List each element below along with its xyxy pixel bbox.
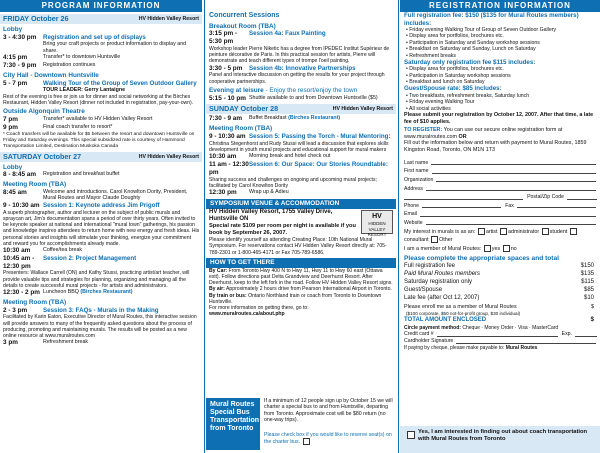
- hidden-valley-logo: HV HIDDEN VALLEY RESORT: [361, 210, 393, 234]
- venue-rate-details: Please identify yourself as attending Creating Place: 10th National Mural Symposium. For reservations contact HV Hidden Valley Resort directly at: 705-789-2301 or 1-800-465-4171 or Fax 705-789-6586.: [209, 237, 387, 256]
- payment-method-row: Circle payment method: Cheque · Money Order · Visa · MasterCard: [404, 324, 559, 331]
- sunday-meeting-room: Meeting Room (TBA): [209, 125, 273, 133]
- fee-row[interactable]: Late fee (after Oct 12, 2007) $10: [404, 295, 594, 302]
- event-time: 7:30 - 9 am: [209, 115, 243, 123]
- by-train-text: Ontario Northland train or coach from Toronto to Downtown Huntsville.: [209, 292, 382, 305]
- event-desc: Registration and breakfast buffet: [43, 171, 120, 178]
- member-label: I am a member of Mural Routes:: [404, 246, 482, 253]
- event-desc: Transfer* to downtown Huntsville: [43, 54, 121, 61]
- tour-leader: TOUR LEADER: Gerry Lantaigne: [43, 87, 126, 94]
- fee-row[interactable]: Guest/Spouse $85: [404, 287, 594, 294]
- other-checkbox[interactable]: [431, 236, 438, 243]
- friday-event-2: [0, 62, 202, 70]
- by-train-label: By train or bus:: [209, 292, 247, 299]
- friday-lobby-heading: Lobby: [3, 26, 23, 33]
- event-time: 12:30 - 2 pm: [3, 288, 40, 296]
- buffet-row: [206, 115, 396, 123]
- event-time: 9 - 10:30 am: [3, 201, 40, 209]
- by-air-label: By air:: [209, 286, 225, 293]
- bus-checkbox-label: Please check box if you would like to reserve seat(s) on the charter bus.: [264, 432, 392, 446]
- program-column-left: [0, 0, 202, 453]
- session-4a-desc: Workshop leader Pierre Niketic has a degree from IPEDEC Institut Supérieur de peinture décorative de Paris. In this practical session for artists, Pierre will demonstrate and teach different types of trompe l'oeil painting.: [209, 45, 390, 65]
- session-1-title: Session 1: Keynote address Jim Prigoff: [43, 201, 160, 209]
- event-time: 7:30 - 9 pm: [3, 62, 37, 70]
- bus-label-box: Mural Routes Special Bus Transportation from Toronto: [206, 398, 260, 450]
- event-desc: Transfer* available to HV Hidden Valley Resort: [43, 115, 153, 122]
- program-column-middle: [206, 0, 396, 453]
- refreshment-row: [0, 339, 202, 347]
- sunday-venue: HV Hidden Valley Resort: [332, 106, 393, 113]
- event-time: 7 pm: [3, 115, 18, 123]
- session-5-title: Session 5: Passing the Torch - Mural Mentoring:: [249, 133, 391, 141]
- event-time: 10:30 am: [209, 153, 237, 161]
- session-4a-title: Session 4a: Faux Painting: [249, 30, 326, 38]
- guest-fee-heading: Guest/Spouse rate: $85 includes:: [404, 85, 502, 93]
- event-time: 3:30 - 5 pm: [209, 64, 243, 72]
- list-item: • Breakfast and lunch on Saturday: [406, 79, 485, 86]
- how-to-get-there-bar: HOW TO GET THERE: [206, 258, 396, 268]
- friday-band: [0, 14, 202, 24]
- lunch-row: [0, 289, 202, 297]
- event-time: 4:15 pm: [3, 54, 28, 62]
- friday-title: FRIDAY October 26: [3, 14, 69, 23]
- venue-block: [206, 209, 396, 238]
- session-3-desc: Facilitated by Karin Eaton, Executive Director of Mural Routes, this interactive session will provide answers to many of the frequently asked questions about the process of producing, promoting and maintaining murals. The results will be posted as a new online resource at www.muralroutes.com: [3, 314, 197, 339]
- interest-row: My interest in murals is as an: artist administrator student consultant Other: [400, 228, 600, 243]
- charter-bus-checkbox[interactable]: [303, 438, 310, 445]
- friday-venue: HV Hidden Valley Resort: [138, 16, 199, 22]
- lunch-place: (Birches Restaurant): [80, 288, 133, 295]
- signature-field[interactable]: Cardholder Signature: [400, 338, 600, 345]
- event-desc: Final coach transfer to resort*: [43, 123, 113, 130]
- buffet-place: (Birches Restaurant): [288, 115, 341, 122]
- artist-checkbox[interactable]: [478, 228, 485, 235]
- event-time: 5 - 7 pm: [3, 79, 28, 87]
- credit-card-field[interactable]: Credit card # Exp.: [400, 331, 600, 338]
- payment-visa[interactable]: Visa: [517, 324, 528, 331]
- event-time: 5:15 - 10 pm: [209, 94, 246, 102]
- session-5-desc: Christina Stegenhorst and Rudy Stussi will lead a discussion that explores skills development in youth mural projects and educational support for mural makers: [209, 140, 389, 154]
- morning-break-row: [206, 153, 396, 161]
- directions-link[interactable]: www.muralroutes.ca/about.php: [209, 311, 285, 318]
- cheque-note: If paying by cheque, please make payable to:: [404, 344, 505, 351]
- event-time: 12:30 pm: [209, 189, 237, 197]
- event-time: 10:30 am: [3, 246, 31, 254]
- more-info: For more information on getting there, go to:: [209, 304, 309, 311]
- wrap-up-row: [206, 189, 396, 197]
- evening-note: Rest of the evening is free or join us for dinner and social networking at the Birches Restaurant, Hidden Valley Resort (dinner not included in registration, pay-your-own).: [3, 93, 194, 106]
- saturday-fee-heading: Saturday only registration fee $115 includes:: [404, 58, 536, 66]
- friday-event-0: [0, 34, 202, 54]
- saturday-title: SATURDAY October 27: [3, 151, 82, 161]
- consultant-checkbox[interactable]: [570, 228, 577, 235]
- last-name-field[interactable]: Last name: [400, 158, 600, 167]
- fees-heading: Please complete the appropriate spaces and total: [404, 254, 560, 262]
- event-time: 3:15 pm - 5:30 pm: [209, 30, 238, 46]
- fee-table: [400, 263, 600, 325]
- sunday-title: SUNDAY October 28: [209, 104, 279, 114]
- event-time: 9 pm: [3, 123, 18, 131]
- session-1-row: [0, 202, 202, 210]
- fee-row[interactable]: Paid Mural Routes members $135: [404, 271, 594, 278]
- phone-input[interactable]: [422, 207, 501, 208]
- event-desc: Wrap up & Adieu: [249, 189, 289, 196]
- column-divider: [204, 0, 205, 453]
- list-item: • All social activities: [406, 105, 451, 112]
- column-divider: [398, 0, 399, 453]
- saturday-meeting-room-2: Meeting Room (TBA): [3, 298, 67, 306]
- event-time: 8 - 8:45 am: [3, 171, 37, 179]
- bus-text: If a minimum of 12 people sign up by October 15 we will charter a special bus to and from Huntsville, departing from Toronto. Approximate cost will be $80 return (no one-way trips).: [264, 398, 393, 424]
- saturday-meeting-room: Meeting Room (TBA): [3, 181, 67, 189]
- event-title: Registration and set up of displays: [43, 33, 146, 41]
- session-5-row: [206, 133, 396, 141]
- session-3-title: Session 3: FAQs - Murals in the Making: [43, 306, 159, 314]
- administrator-checkbox[interactable]: [500, 228, 507, 235]
- fax-input[interactable]: [517, 207, 596, 208]
- postal-code-field[interactable]: Postal/Zip Code: [400, 192, 600, 201]
- registration-information-header: REGISTRATION INFORMATION: [400, 0, 600, 12]
- session-6-title: Session 6: Our Space: Our Stories Roundtable:: [249, 161, 388, 169]
- fee-row[interactable]: Please enroll me as a member of Mural Routes $: [404, 303, 594, 310]
- coach-interest-text: Yes, I am interested in finding out about coach transportation with Mural Routes from Toronto: [418, 429, 588, 443]
- mail-instructions: Fill out the information below and return with payment to Mural Routes, 1859 Kingston Road, Toronto, ON M1N 1T3: [404, 140, 587, 153]
- payment-label: Circle payment method:: [404, 324, 461, 331]
- event-desc: Shuttle available to and from Downtown Huntsville ($5): [249, 94, 378, 101]
- to-register-label: TO REGISTER:: [404, 127, 443, 134]
- payment-money-order[interactable]: Money Order: [484, 324, 514, 331]
- payment-cheque[interactable]: Cheque: [462, 324, 480, 331]
- contact-form: [400, 158, 600, 253]
- by-car-text: From Toronto Hwy 400 N to Hwy 11, Hwy 11 to Hwy 60 east (Ottawa exit). Follow directions past Delta Grandview and Deerhurst Resort. After Deerhurst, keep to the left fork in the road. Follow HV Hidden Valley Resort signs.: [209, 267, 393, 287]
- event-desc: Welcome and introductions. Carol Knowlton Dority, President, Mural Routes and Mayor Claude Doughty: [43, 188, 188, 202]
- walking-tour-title: Walking Tour of the Group of Seven Outdoor Gallery: [43, 79, 197, 87]
- theatre-heading: Outside Algonquin Theatre: [3, 108, 85, 116]
- full-fee-list: [400, 27, 600, 59]
- fee-row[interactable]: Saturday registration only $115: [404, 279, 594, 286]
- event-time: 3 - 4:30 pm: [3, 33, 37, 41]
- interest-label: My interest in murals is as an:: [404, 229, 476, 236]
- phone-fax-row[interactable]: Phone Fax: [400, 201, 600, 210]
- event-time: 8:45 am: [3, 188, 27, 196]
- list-item: • Two breakfasts, refreshment breaks, Saturday lunch: [406, 93, 530, 99]
- buffet-desc: Buffet Breakfast: [249, 115, 287, 122]
- program-information-header: PROGRAM INFORMATION: [0, 0, 202, 12]
- welcome-row: [0, 189, 202, 202]
- walking-tour-row: [0, 80, 202, 94]
- list-item: • Participation in Saturday and Sunday workshop sessions: [406, 39, 540, 46]
- website-field[interactable]: Website: [400, 218, 600, 227]
- payee: Mural Routes: [505, 344, 538, 351]
- saturday-band: [0, 152, 202, 162]
- session-2-desc: Presenters: Wallace Carrell (ON) and Kathy Stussi, practicing artist/art teacher, will provide valuable tips and strategies for planning, organizing and managing all the details to create successful mural projects - for artists and administrators.: [3, 270, 190, 289]
- payment-mastercard[interactable]: MasterCard: [532, 324, 559, 331]
- shuttle-row: [206, 95, 396, 103]
- evening-leisure: Evening at leisure: [209, 86, 264, 94]
- session-1-desc: A superb photographer, author and lecturer on the subject of public murals and spraycan art, Jim's documentation spans a period of over thirty years. Often invited to be keynote speaker at national and international "mural town" gatherings, his passion and knowledge inspires attendees to return home with new energy and fresh ideas. His personal stories and insights will stimulate your thinking, energize your commitment and reward you for accomplishments already made.: [3, 209, 200, 247]
- list-item: • Display area for portfolios, brochures etc.: [406, 33, 504, 40]
- student-checkbox[interactable]: [542, 228, 549, 235]
- session-2-row: [0, 255, 202, 271]
- event-time: 9 - 10:30 am: [209, 133, 246, 141]
- coach-interest-checkbox[interactable]: [407, 431, 415, 439]
- event-desc: Registration continues: [43, 62, 96, 69]
- registration-deadline: Please submit your registration by October 12, 2007. After that time, a late fee of $10 applies.: [404, 112, 594, 125]
- registration-column: [400, 0, 600, 453]
- or-label: OR: [458, 133, 467, 140]
- list-item: • Breakfast on Saturday and Sunday, Lunch on Saturday: [406, 46, 536, 53]
- concurrent-title: Concurrent Sessions: [209, 12, 280, 19]
- session-4a-row: [206, 30, 396, 46]
- breakout-room: Breakout Room (TBA): [209, 22, 276, 30]
- venue-rate: Special rate $109 per room per night is available if you book by September 26, 2007.: [209, 223, 356, 237]
- event-desc: Morning break and hotel check out: [249, 153, 331, 160]
- evening-leisure-sub: - Enjoy the resort/enjoy the town: [265, 86, 358, 94]
- session-2-title: Session 2: Project Management: [43, 254, 137, 262]
- city-hall-heading: City Hall - Downtown Huntsville: [3, 71, 99, 79]
- first-name-field[interactable]: First name: [400, 166, 600, 175]
- coach-interest-box: [400, 426, 600, 453]
- member-yes-checkbox[interactable]: [484, 245, 491, 252]
- list-item: • Refreshment breaks: [406, 52, 456, 59]
- coach-transfer-note: * Coach transfers will be available for $5 between the resort and downtown Huntsville on Friday and Saturday evenings. This special subsidized rate is courtesy of Hammond Transportation Limited, Destination Muskoka Canada: [3, 131, 195, 149]
- email-field[interactable]: Email: [400, 209, 600, 218]
- session-4b-title: Session 4b: Innovative Partnerships: [249, 64, 356, 72]
- session-6-row: [206, 161, 396, 177]
- venue-name: HV Hidden Valley Resort, 1755 Valley Drive, Huntsville ON: [209, 208, 333, 223]
- event-desc: Bring your craft projects or product information to display and share.: [43, 41, 187, 54]
- address-field[interactable]: Address: [400, 183, 600, 192]
- logo-text: HIDDEN VALLEY RESORT: [367, 221, 387, 238]
- session-6-desc: Sharing success and challenges on ongoing and upcoming mural projects; facilitated by Carol Knowlton Dority: [209, 176, 377, 189]
- list-item: • Friday evening Walking Tour: [406, 99, 475, 106]
- member-no-checkbox[interactable]: [503, 245, 510, 252]
- lunch-desc: Luncheon BBQ: [43, 288, 79, 295]
- session-4b-desc: Panel and interactive discussion on getting the results for your project through cooperative partnerships.: [209, 72, 385, 85]
- transfer-7pm: [0, 116, 202, 124]
- event-desc: Coffee/tea break: [43, 246, 83, 253]
- by-air-text: Approximately 2 hours drive from Pearson International Airport in Toronto.: [226, 286, 392, 293]
- saturday-venue: HV Hidden Valley Resort: [138, 153, 199, 160]
- full-fee-heading: Full registration fee: $150 ($135 for Mural Routes members) includes:: [404, 12, 579, 27]
- list-item: • Display area for portfolios, brochures etc.: [406, 66, 504, 73]
- total-row[interactable]: TOTAL AMOUNT ENCLOSED $: [404, 316, 594, 323]
- friday-event-1: [0, 54, 202, 62]
- session-4b-row: [206, 65, 396, 73]
- list-item: • Participation in Saturday workshop sessions: [406, 72, 511, 79]
- event-time: 11 am - 12:30 pm: [209, 161, 249, 176]
- event-time: 2 - 3 pm: [3, 306, 28, 314]
- session-3-row: [0, 307, 202, 315]
- sunday-band: [206, 104, 396, 114]
- organization-field[interactable]: Organization: [400, 175, 600, 184]
- membership-rates: ($100 corporate, $50 not-for-profit group, $30 individual): [406, 310, 521, 316]
- event-time: 10:45 am - 12:30 pm: [3, 254, 35, 270]
- list-item: • Friday evening Walking Tour of Group of Seven Outdoor Gallery: [406, 27, 557, 34]
- fee-row[interactable]: Full registration fee $150: [404, 263, 594, 270]
- coffee-row: [0, 247, 202, 255]
- by-car-label: By Car:: [209, 267, 228, 274]
- to-register-text: You can use our secure online registration form at www.muralroutes.com: [404, 127, 563, 140]
- member-row: I am a member of Mural Routes: yes no: [404, 246, 517, 253]
- event-time: 3 pm: [3, 339, 18, 347]
- saturday-lobby-heading: Lobby: [3, 163, 23, 171]
- transfer-9pm: [0, 124, 202, 132]
- saturday-lobby-row: [0, 171, 202, 179]
- venue-bar: SYMPOSIUM VENUE & ACCOMMODATION: [206, 199, 396, 209]
- event-desc: Refreshment break: [43, 339, 89, 346]
